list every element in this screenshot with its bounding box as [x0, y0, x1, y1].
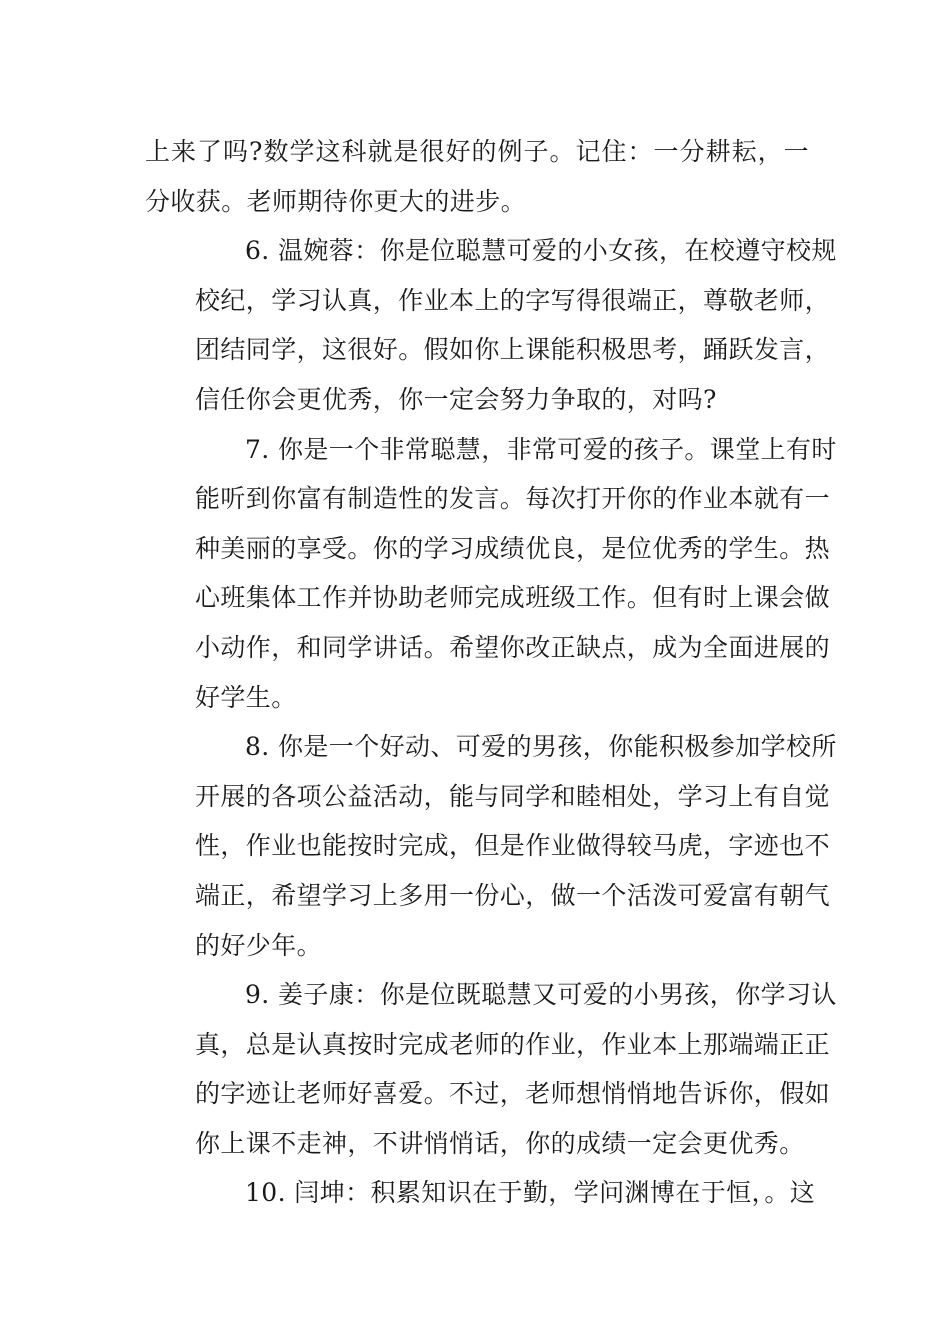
text-line: 开展的各项公益活动，能与同学和睦相处，学习上有自觉	[195, 781, 831, 811]
text-line: 校纪，学习认真，作业本上的字写得很端正，尊敬老师，	[195, 285, 831, 315]
text-line: 端正，希望学习上多用一份心，做一个活泼可爱富有朝气	[195, 880, 831, 910]
text-line: 的好少年。	[195, 930, 323, 960]
text-line: 好学生。	[195, 682, 297, 712]
text-line: 的字迹让老师好喜爱。不过，老师想悄悄地告诉你，假如	[195, 1079, 831, 1109]
text-line: 小动作，和同学讲话。希望你改正缺点，成为全面进展的	[195, 632, 831, 662]
text-line: 真，总是认真按时完成老师的作业，作业本上那端端正正	[195, 1029, 831, 1059]
paragraph	[145, 127, 809, 226]
paragraph	[145, 722, 837, 970]
paragraph	[145, 970, 837, 1168]
text-line: 9. 姜子康：你是位既聪慧又可爱的小男孩，你学习认	[245, 980, 837, 1010]
text-line: 6. 温婉蓉：你是位聪慧可爱的小女孩，在校遵守校规	[245, 236, 837, 266]
text-line: 性，作业也能按时完成，但是作业做得较马虎，字迹也不	[195, 831, 831, 861]
text-line: 8. 你是一个好动、可爱的男孩，你能积极参加学校所	[245, 732, 837, 762]
text-line: 信任你会更优秀，你一定会努力争取的，对吗?	[195, 384, 717, 414]
text-line: 能听到你富有制造性的发言。每次打开你的作业本就有一	[195, 484, 831, 514]
text-line: 种美丽的享受。你的学习成绩优良，是位优秀的学生。热	[195, 533, 831, 563]
document-body	[145, 127, 837, 1218]
text-line: 你上课不走神，不讲悄悄话，你的成绩一定会更优秀。	[195, 1128, 805, 1158]
paragraph	[145, 1168, 816, 1218]
text-line: 10. 闫坤：积累知识在于勤，学问渊博在于恒，。这	[245, 1178, 816, 1208]
text-line: 7. 你是一个非常聪慧，非常可爱的孩子。课堂上有时	[245, 434, 837, 464]
paragraph	[145, 226, 837, 424]
text-line: 上来了吗?数学这科就是很好的例子。记住：一分耕耘，一	[145, 137, 809, 166]
paragraph	[145, 425, 837, 723]
text-line: 团结同学，这很好。假如你上课能积极思考，踊跃发言，	[195, 335, 831, 365]
text-line: 心班集体工作并协助老师完成班级工作。但有时上课会做	[195, 583, 831, 613]
text-line: 分收获。老师期待你更大的进步。	[145, 186, 527, 216]
